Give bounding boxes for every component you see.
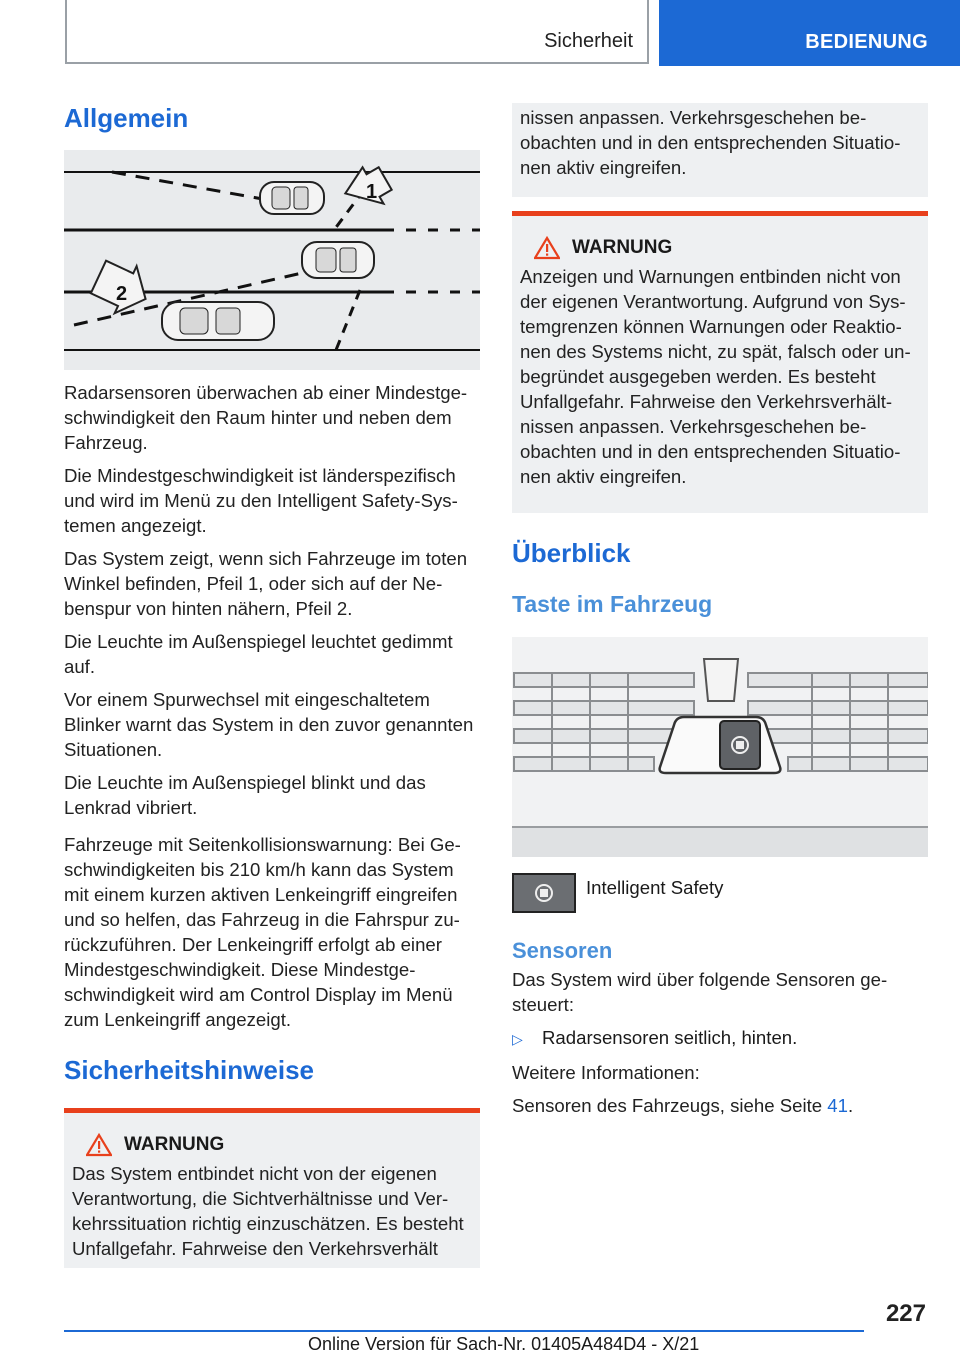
page-number: 227 bbox=[885, 1300, 926, 1327]
warning-text-continued: nissen anpassen. Verkehrsgeschehen beobachten und in den entsprechenden Situationen aktiv eingreifen. bbox=[520, 107, 901, 178]
blind-spot-figure bbox=[64, 150, 480, 370]
warning-triangle-icon bbox=[534, 236, 560, 260]
intelligent-safety-button-icon bbox=[512, 873, 576, 913]
blind-spot-illustration bbox=[64, 150, 480, 370]
bullet-triangle-icon: ▷ bbox=[512, 1031, 523, 1047]
paragraph-side-collision: Fahrzeuge mit Seitenkollisionswarnung: Bei Geschwindigkeiten bis 210 km/h kann das System mit einem kurzen aktiven Lenkeingriff eingreifen und so helfen, das Fahrzeug in die Fahrspur zurückzuführen. Der Lenkeingriff erfolgt ab einer Mindestgeschwindigkeit. Diese Mindestgeschwindigkeit wird am Control Display im Menü zum Lenkeingriff angezeigt. bbox=[64, 834, 461, 1030]
header-tab[interactable] bbox=[659, 0, 960, 66]
left-column bbox=[64, 100, 480, 1268]
legend-label: Intelligent Safety bbox=[586, 877, 724, 898]
button-panel-illustration bbox=[512, 637, 928, 857]
paragraph: Die Leuchte im Außenspiegel leuchtet gedimmt auf. bbox=[64, 631, 453, 677]
button-figure bbox=[512, 637, 928, 857]
warning-box-1-continued bbox=[512, 103, 928, 197]
svg-text:2: 2 bbox=[116, 283, 128, 305]
header-section: Sicherheit bbox=[544, 30, 633, 52]
paragraph: Das System zeigt, wenn sich Fahrzeuge im toten Winkel befinden, Pfeil 1, oder sich auf der Nebenspur von hinten nähern, Pfeil 2. bbox=[64, 548, 468, 619]
header-box bbox=[65, 0, 649, 64]
paragraph: Vor einem Spurwechsel mit eingeschaltetem Blinker warnt das System in den zuvor genannten Situationen. bbox=[64, 689, 474, 760]
warning-text: Anzeigen und Warnungen entbinden nicht von der eigenen Verantwortung. Aufgrund von Systemgrenzen können Warnungen oder Reaktionen des Systems nicht, zu spät, falsch oder unbegründet ausgegeben werden. Es besteht Unfallgefahr. Fahrweise den Verkehrsverhältnissen anpassen. Verkehrsgeschehen beobachten und in den entsprechenden Situationen aktiv eingreifen. bbox=[520, 266, 911, 487]
warning-box-1 bbox=[64, 1108, 480, 1268]
button-legend bbox=[512, 873, 928, 913]
paragraph: Radarsensoren überwachen ab einer Mindestgeschwindigkeit den Raum hinter und neben dem Fahrzeug. bbox=[64, 382, 468, 453]
section-title-overview: Überblick bbox=[512, 538, 631, 568]
section-title-allgemein: Allgemein bbox=[64, 103, 189, 133]
warning-box-2 bbox=[512, 211, 928, 513]
right-column bbox=[512, 103, 928, 1126]
subsection-title-sensors: Sensoren bbox=[512, 938, 613, 963]
subsection-title-button: Taste im Fahrzeug bbox=[512, 591, 713, 617]
sensors-text: Das System wird über folgende Sensoren gesteuert: bbox=[512, 969, 888, 1015]
footer-divider bbox=[64, 1330, 864, 1332]
list-item: ▷ Radarsensoren seitlich, hinten. bbox=[512, 1025, 928, 1052]
header-tab-label: BEDIENUNG bbox=[805, 31, 928, 53]
warning-header: WARNUNG bbox=[72, 1133, 472, 1157]
more-info: Weitere Informationen: bbox=[512, 1062, 700, 1083]
warning-triangle-icon bbox=[86, 1133, 112, 1157]
paragraph: Die Mindestgeschwindigkeit ist länderspezifisch und wird im Menü zu den Intelligent Safety-Systemen angezeigt. bbox=[64, 465, 458, 536]
paragraph: Die Leuchte im Außenspiegel blinkt und das Lenkrad vibriert. bbox=[64, 772, 426, 818]
footer-online-version: Online Version für Sach-Nr. 01405A484D4 - X/21 bbox=[308, 1334, 700, 1354]
svg-text:1: 1 bbox=[366, 181, 378, 203]
warning-text: Das System entbindet nicht von der eigenen Verantwortung, die Sichtverhältnisse und Verkehrssituation richtig einzuschätzen. Es besteht Unfallgefahr. Fahrweise den Verkehrsverhält bbox=[72, 1163, 464, 1259]
page-reference-link[interactable]: 41 bbox=[827, 1095, 848, 1116]
section-title-safety: Sicherheitshinweise bbox=[64, 1055, 314, 1085]
reference-line: Sensoren des Fahrzeugs, siehe Seite 41. bbox=[512, 1095, 854, 1116]
warning-header: WARNUNG bbox=[520, 236, 920, 260]
